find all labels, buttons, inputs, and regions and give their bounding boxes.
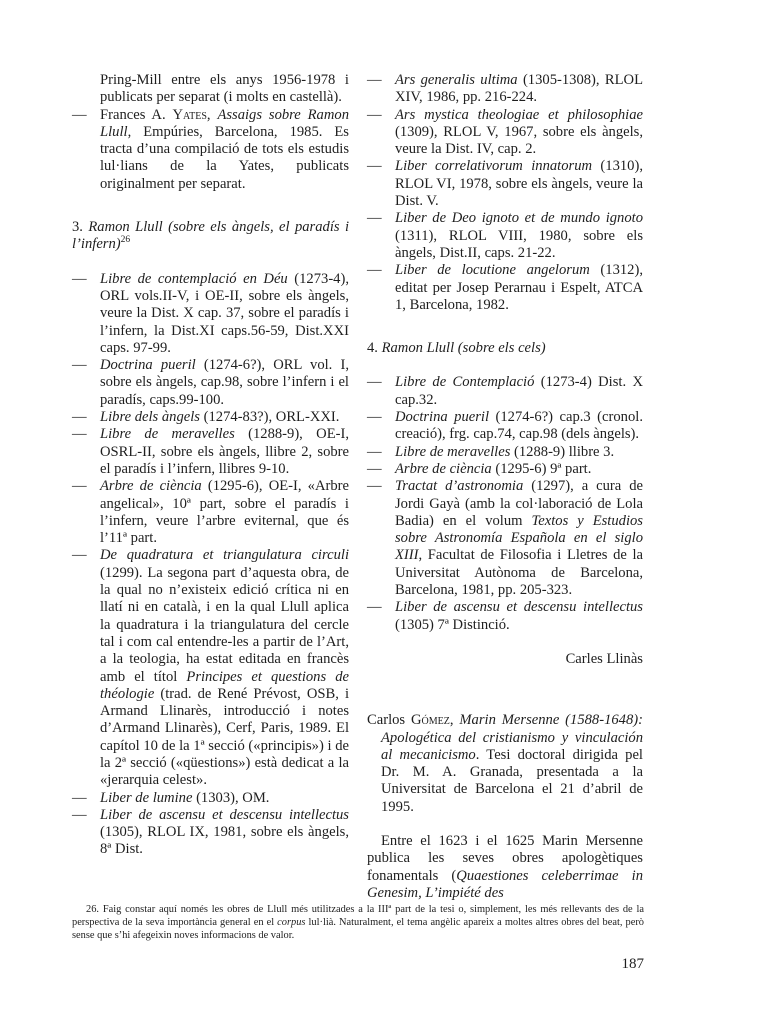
footnote-ref: 26 — [120, 235, 131, 246]
right-column — [367, 72, 643, 902]
bibliography-entry: — Liber de ascensu et descensu intellectus (1305), RLOL IX, 1981, sobre els àngels, 8ª Dist. — [72, 806, 349, 858]
bibliography-entry: — Arbre de ciència (1295-6) 9ª part. — [367, 460, 592, 477]
bibliography-entry: — Doctrina pueril (1274-6?) cap.3 (cronol. creació), frg. cap.74, cap.98 (dels àngels). — [367, 409, 643, 443]
body-paragraph: Entre el 1623 i el 1625 Marin Mersenne publica les seves obres apologètiques fonamentals (Quaestiones celeberrimae in Genesim, L’impiété des — [367, 832, 643, 901]
section-title: Ramon Llull (sobre els àngels, el paradís i l’infern) — [72, 219, 350, 253]
page-number: 187 — [621, 956, 644, 972]
bibliography-entry: — Arbre de ciència (1295-6), OE-I, «Arbre angelical», 10ª part, sobre el paradís i l’infern, veure l’arbre eviternal, que és l’11ª part. — [72, 478, 349, 547]
author-surname: Yates — [172, 106, 207, 123]
bibliography-entry: — Liber correlativorum innatorum (1310), RLOL VI, 1978, sobre els àngels, veure la Dist. V. — [367, 158, 643, 210]
footnote: 26. Faig constar aquí només les obres de Llull més utilitzades a la IIIª part de la tesi o, simplement, les més rellevants des de la perspectiva de la seva importància general en el corpus lul·lià. Naturalment, el tema angèlic apareix a moltes altres obres del beat, però sense que s’hi afegeixin noves informacions de valor. — [72, 904, 644, 942]
bibliography-entry: — Tractat d’astronomia (1297), a cura de Jordi Gayà (amb la col·laboració de Lola Badia) en el volum Textos y Estudios sobre Astronomía Española en el siglo XIII, Facultat de Filosofia i Lletres de la Universitat Autònoma de Barcelona, Barcelona, 1981, pp. 205-323. — [367, 478, 644, 599]
bibliography-entry: — Libre de meravelles (1288-9), OE-I, OSRL-II, sobre els àngels, llibre 2, sobre el paradís i l’infern, llibres 9-10. — [72, 426, 349, 477]
author-signature: Carles Llinàs — [565, 650, 643, 667]
bibliography-entry: — Liber de lumine (1303), OM. — [72, 789, 270, 806]
bibliography-entry: — Ars mystica theologiae et philosophiae (1309), RLOL V, 1967, sobre els àngels, veure la Dist. IV, cap. 2. — [367, 106, 643, 158]
bibliography-entry: — Libre de Contemplació (1273-4) Dist. X cap.32. — [367, 374, 643, 408]
bibliography-entry: — Libre de meravelles (1288-9) llibre 3. — [367, 443, 615, 460]
entry-dash: — — [72, 106, 87, 123]
bibliography-entry: — De quadratura et triangulatura circuli (1299). La segona part d’aquesta obra, de la qual no n’existeix edició crítica ni en llatí ni en català, i en la qual Llull aplica la quadratura i la triangulatura del cercle tal i com cal entendre-les a partir de l’Art, a la teologia, ha estat editada en francès amb el títol Principes et questions de théologie (trad. de René Prévost, OSB, i Armand Llinarès, introducció i notes d’Armand Llinarès), Cerf, Paris, 1989. El capítol 10 de la 1ª secció («principis») i de la 2ª secció («qüestions») està dedicat a la «jerarquia celest». — [72, 547, 349, 789]
entry-title: Assaigs sobre Ramon Llull — [100, 106, 349, 140]
left-column — [72, 72, 349, 859]
continued-entry: Pring-Mill entre els anys 1956-1978 i publicats per separat (i molts en castellà). — [100, 72, 349, 106]
bibliography-entry: — Doctrina pueril (1274-6?), ORL vol. I, sobre els àngels, cap.98, sobre l’infern i el paradís, caps.99-100. — [72, 357, 349, 408]
bibliography-entry-yates: — Frances A. Yates, Assaigs sobre Ramon Llull, Empúries, Barcelona, 1985. Es tracta d’una compilació de tots els estudis lul·lians de la Yates, publicats originalment per separat. — [72, 106, 349, 192]
footnote-number: 26. — [86, 904, 99, 916]
bibliography-entry: — Liber de locutione angelorum (1312), editat per Josep Perarnau i Espelt, ATCA 1, Barcelona, 1982. — [367, 262, 643, 313]
section-title: Ramon Llull (sobre els cels) — [381, 340, 546, 357]
bibliography-entry: — Libre de contemplació en Déu (1273-4), ORL vols.II-V, i OE-II, sobre els àngels, veure la Dist. X cap. 37, sobre el paradís i l’infern, la Dist.XI caps.56-59, Dist.XXI caps. 97-99. — [72, 270, 349, 356]
section-heading-4: 4. Ramon Llull (sobre els cels) — [367, 340, 546, 357]
bibliography-entry: — Libre dels àngels (1274-83?), ORL-XXI. — [72, 409, 340, 426]
section-heading-3: 3. Ramon Llull (sobre els àngels, el paradís i l’infern)$^{26}$ — [72, 219, 350, 253]
author-surname: Gómez — [410, 712, 450, 729]
review-citation: Carlos Gómez, Marin Mersenne (1588-1648): Apologética del cristianismo y vinculación al mecanicismo. Tesi doctoral dirigida pel Dr. M. A. Granada, presentada a la Universitat de Barcelona el 21 d’abril de 1995. — [367, 712, 643, 815]
bibliography-entry: — Ars generalis ultima (1305-1308), RLOL XIV, 1986, pp. 216-224. — [367, 72, 643, 106]
thesis-title: Marin Mersenne (1588-1648): Apologética del cristianismo y vinculación al mecanicismo — [381, 712, 643, 763]
bibliography-entry: — Liber de ascensu et descensu intellectus (1305) 7ª Distinció. — [367, 599, 643, 633]
bibliography-entry: — Liber de Deo ignoto et de mundo ignoto (1311), RLOL VIII, 1980, sobre els àngels, Dist.II, caps. 21-22. — [367, 210, 643, 261]
